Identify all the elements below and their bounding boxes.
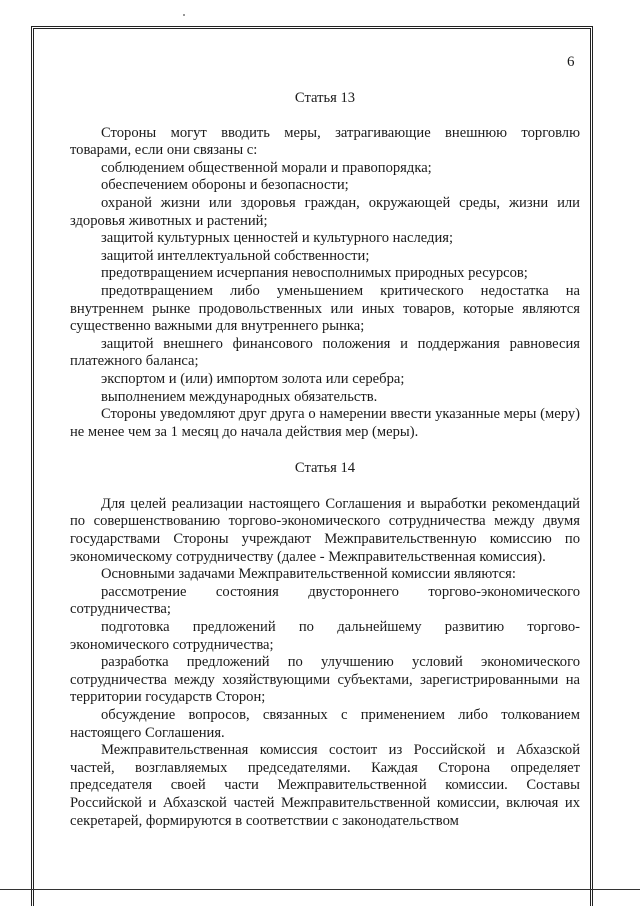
article-13-paragraph: охраной жизни или здоровья граждан, окружающей среды, жизни или здоровья животных и растений; <box>70 194 580 229</box>
article-14-paragraph: Межправительственная комиссия состоит из Российской и Абхазской частей, возглавляемых председателями. Каждая Сторона определяет председателя своей части Межправительственной комиссии. Составы Российской и Абхазской частей Межправительственной комиссии, включая их секретарей, формируются в соответствии с законодательством <box>70 742 580 829</box>
article-14-paragraph: разработка предложений по улучшению условий экономического сотрудничества между хозяйствующими субъектами, зарегистрированными на территории государств Сторон; <box>70 654 580 706</box>
article-13-paragraph: защитой культурных ценностей и культурного наследия; <box>101 230 454 247</box>
page-bottom-rule <box>0 889 640 890</box>
article-13-paragraph: защитой внешнего финансового положения и поддержания равновесия платежного баланса; <box>70 335 580 370</box>
document-body <box>70 90 580 830</box>
article-14-paragraph: рассмотрение состояния двустороннего торгово-экономического сотрудничества; <box>70 583 580 618</box>
article-13-paragraph: экспортом и (или) импортом золота или серебра; <box>101 370 405 387</box>
article-14-heading: Статья 14 <box>294 460 356 477</box>
article-13-paragraph: предотвращением либо уменьшением критического недостатка на внутреннем рынке продовольственных или иных товаров, которые являются существенно важными для внутреннего рынка; <box>70 282 580 335</box>
article-13-heading: Статья 13 <box>294 90 356 106</box>
article-13-paragraph: обеспечением обороны и безопасности; <box>101 177 349 194</box>
article-13-paragraph: Стороны могут вводить меры, затрагивающие внешнюю торговлю товарами, если они связаны с: <box>70 124 580 159</box>
article-14-text <box>70 496 580 830</box>
article-13-paragraph: защитой интеллектуальной собственности; <box>101 247 370 264</box>
article-14-paragraph: подготовка предложений по дальнейшему развитию торгово-экономического сотрудничества; <box>70 619 580 653</box>
scan-artifact-dot <box>183 14 185 16</box>
article-13-text <box>70 125 580 442</box>
article-14-paragraph: обсуждение вопросов, связанных с применением либо толкованием настоящего Соглашения. <box>70 707 580 741</box>
article-14-paragraph: Основными задачами Межправительственной комиссии являются: <box>101 566 516 583</box>
article-13-paragraph: выполнением международных обязательств. <box>101 388 378 405</box>
article-13-paragraph: соблюдением общественной морали и правопорядка; <box>101 159 432 176</box>
article-13-paragraph: Стороны уведомляют друг друга о намерении ввести указанные меры (меру) не менее чем за 1 месяц до начала действия мер (меры). <box>70 406 580 440</box>
article-13-paragraph: предотвращением исчерпания невосполнимых природных ресурсов; <box>101 265 528 282</box>
article-14-paragraph: Для целей реализации настоящего Соглашения и выработки рекомендаций по совершенствованию торгово-экономического сотрудничества между двумя государствами Стороны учреждают Межправительственную комиссию по экономическому сотрудничеству (далее - Межправительственная комиссия). <box>70 495 580 565</box>
page-number: 6 <box>567 54 575 70</box>
